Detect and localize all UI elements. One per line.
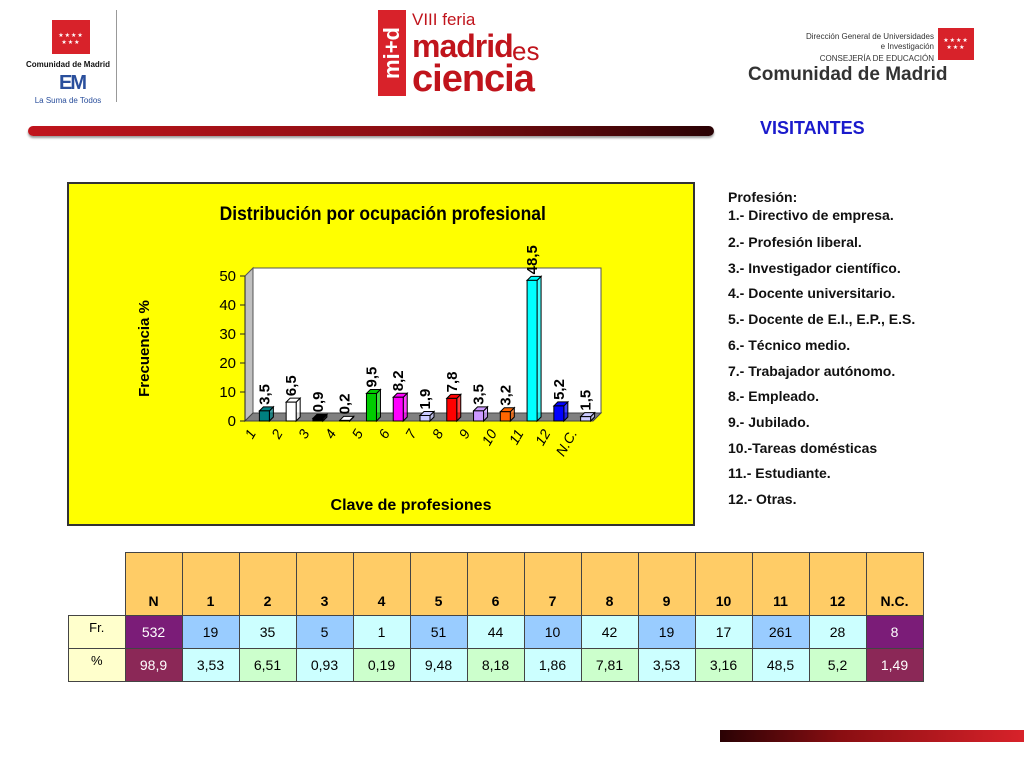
legend-item: 11.- Estudiante. xyxy=(728,465,831,482)
bar xyxy=(286,402,296,421)
table-header-cell: 1 xyxy=(182,553,239,616)
bar xyxy=(313,418,323,421)
x-tick-label: 8 xyxy=(428,426,447,442)
bar xyxy=(447,398,457,421)
header-decorative-bar xyxy=(28,126,714,136)
profession-legend xyxy=(728,188,1018,513)
bar-value-label: 1,5 xyxy=(577,389,595,411)
table-cell: 42 xyxy=(581,616,638,649)
table-cell: 1,49 xyxy=(866,649,923,682)
legend-item: 1.- Directivo de empresa. xyxy=(728,207,894,223)
x-tick-label: 4 xyxy=(321,426,340,442)
table-cell: 28 xyxy=(809,616,866,649)
logo-es-text: es xyxy=(512,36,540,66)
y-tick-label: 40 xyxy=(219,297,236,314)
y-tick-label: 10 xyxy=(219,384,236,401)
frequency-table xyxy=(68,552,924,682)
bar-value-label: 9,5 xyxy=(363,366,381,388)
table-header-cell: 5 xyxy=(410,553,467,616)
bar xyxy=(420,415,430,421)
bar-value-label: 5,2 xyxy=(550,379,568,400)
table-cell: 3,53 xyxy=(638,649,695,682)
table-cell: 48,5 xyxy=(752,649,809,682)
bar xyxy=(527,280,537,421)
legend-item: 10.-Tareas domésticas xyxy=(728,439,878,456)
bar-value-label: 0,2 xyxy=(336,393,354,415)
table-cell: 0,19 xyxy=(353,649,410,682)
bar xyxy=(259,411,269,421)
chart-side-wall xyxy=(245,268,253,421)
row-label-percent: % xyxy=(69,649,126,682)
legend-item: 6.- Técnico medio. xyxy=(728,336,851,353)
bar-side xyxy=(376,389,380,421)
y-tick-label: 20 xyxy=(219,355,236,372)
madrid-flag-icon: ★★★★ ★★★ xyxy=(938,28,974,60)
x-axis-label: Clave de profesiones xyxy=(330,497,492,514)
x-tick-label: 7 xyxy=(401,426,420,442)
bar xyxy=(554,406,564,421)
x-tick-label: 2 xyxy=(267,426,286,442)
mid-logo-bar xyxy=(378,10,406,96)
bar xyxy=(340,420,350,421)
feria-madrid-es-ciencia-logo xyxy=(378,10,578,100)
table-cell: 17 xyxy=(695,616,752,649)
table-header-cell: 7 xyxy=(524,553,581,616)
bar-value-label: 3,2 xyxy=(497,384,515,406)
table-header-cell: 10 xyxy=(695,553,752,616)
bar xyxy=(366,393,376,421)
madrid-flag-icon: ★★★★ ★★★ xyxy=(52,20,90,54)
table-header-cell: N xyxy=(125,553,182,616)
bar xyxy=(393,397,403,421)
legend-item: 8.- Empleado. xyxy=(728,388,820,405)
legend-item: 2.- Profesión liberal. xyxy=(728,234,862,250)
bar-side xyxy=(403,393,407,421)
x-tick-label: 1 xyxy=(241,426,259,442)
table-row-frequency xyxy=(69,616,924,649)
table-header-cell: N.C. xyxy=(866,553,923,616)
legend-item: 9.- Jubilado. xyxy=(728,413,810,430)
table-cell: 10 xyxy=(524,616,581,649)
table-header-cell: 9 xyxy=(638,553,695,616)
chart-panel xyxy=(67,182,695,526)
table-cell: 44 xyxy=(467,616,524,649)
logo-feria-text: VIII feria xyxy=(412,10,476,29)
table-header-cell: 12 xyxy=(809,553,866,616)
x-tick-label: 9 xyxy=(455,426,474,442)
y-axis-label: Frecuencia % xyxy=(136,300,153,397)
logo-ciencia-text: ciencia xyxy=(412,58,534,100)
table-cell: 1 xyxy=(353,616,410,649)
legend-item: 4.- Docente universitario. xyxy=(728,285,896,302)
table-cell: 19 xyxy=(182,616,239,649)
bar xyxy=(500,412,510,421)
table-cell: 98,9 xyxy=(125,649,182,682)
table-cell: 1,86 xyxy=(524,649,581,682)
logo-right-comunidad: Comunidad de Madrid xyxy=(748,64,948,85)
logo-right-consejeria: CONSEJERÍA DE EDUCACIÓN xyxy=(819,54,934,63)
bar xyxy=(581,417,591,421)
table-cell: 0,93 xyxy=(296,649,353,682)
x-tick-label: 10 xyxy=(478,426,500,448)
legend-item: 7.- Trabajador autónomo. xyxy=(728,362,896,379)
x-tick-label: 6 xyxy=(375,426,393,442)
table-header-cell: 2 xyxy=(239,553,296,616)
x-tick-label: 12 xyxy=(531,426,554,448)
y-tick-label: 50 xyxy=(219,268,236,285)
table-cell: 9,48 xyxy=(410,649,467,682)
table-header-cell: 8 xyxy=(581,553,638,616)
table-cell: 3,16 xyxy=(695,649,752,682)
bar xyxy=(474,411,484,421)
table-row-percent xyxy=(69,649,924,682)
x-tick-label: N.C. xyxy=(552,426,581,459)
y-tick-label: 0 xyxy=(227,413,236,430)
table-header-cell: 4 xyxy=(353,553,410,616)
table-cell: 8 xyxy=(866,616,923,649)
table-cell: 7,81 xyxy=(581,649,638,682)
chart-title: Distribución por ocupación profesional xyxy=(219,202,546,225)
logo-divider xyxy=(116,10,117,102)
em-logo-mark: EM xyxy=(59,72,85,94)
table-corner-cell xyxy=(69,553,126,616)
bar-value-label: 7,8 xyxy=(443,371,461,393)
x-tick-label: 11 xyxy=(505,426,527,448)
logo-right-direccion xyxy=(806,32,934,52)
table-cell: 8,18 xyxy=(467,649,524,682)
legend-list xyxy=(728,206,1018,513)
logo-right-line1: Dirección General de Universidades xyxy=(805,32,934,41)
mid-logo-text: mi+d xyxy=(379,27,404,79)
table-header-row xyxy=(69,553,924,616)
legend-title: Profesión: xyxy=(728,189,798,205)
table-cell: 5,2 xyxy=(809,649,866,682)
bar-value-label: 48,5 xyxy=(524,245,542,275)
bar-side xyxy=(537,276,541,421)
bar-value-label: 0,9 xyxy=(309,391,327,413)
legend-item: 5.- Docente de E.I., E.P., E.S. xyxy=(728,311,916,328)
table-header-cell: 11 xyxy=(752,553,809,616)
bar-value-label: 1,9 xyxy=(417,388,434,410)
table-cell: 5 xyxy=(296,616,353,649)
x-tick-label: 3 xyxy=(294,426,313,442)
bar-value-label: 3,5 xyxy=(470,383,488,405)
table-cell: 35 xyxy=(239,616,296,649)
table-cell: 261 xyxy=(752,616,809,649)
table-cell: 6,51 xyxy=(239,649,296,682)
row-label-fr: Fr. xyxy=(69,616,126,649)
consejeria-educacion-logo xyxy=(746,26,978,88)
bar-value-label: 3,5 xyxy=(256,383,274,405)
logo-madrid-text: madrid xyxy=(412,28,513,64)
table-header-cell: 6 xyxy=(467,553,524,616)
table-cell: 532 xyxy=(125,616,182,649)
logo-right-line2: e Investigación xyxy=(880,42,934,51)
x-tick-label: 5 xyxy=(348,426,367,442)
footer-decorative-bar xyxy=(720,730,1024,742)
bar-value-label: 8,2 xyxy=(390,370,408,392)
logo-left-tagline: La Suma de Todos xyxy=(34,96,102,105)
logo-left-region-name: Comunidad de Madrid xyxy=(26,60,110,69)
table-cell: 51 xyxy=(410,616,467,649)
legend-item: 12.- Otras. xyxy=(728,491,797,508)
table-cell: 19 xyxy=(638,616,695,649)
table-cell: 3,53 xyxy=(182,649,239,682)
table-header-cell: 3 xyxy=(296,553,353,616)
legend-item: 3.- Investigador científico. xyxy=(728,259,901,276)
bar-chart xyxy=(69,184,693,524)
comunidad-madrid-logo xyxy=(18,10,118,105)
bar-value-label: 6,5 xyxy=(283,375,301,397)
section-title: VISITANTES xyxy=(760,118,865,138)
y-tick-label: 30 xyxy=(219,326,236,343)
